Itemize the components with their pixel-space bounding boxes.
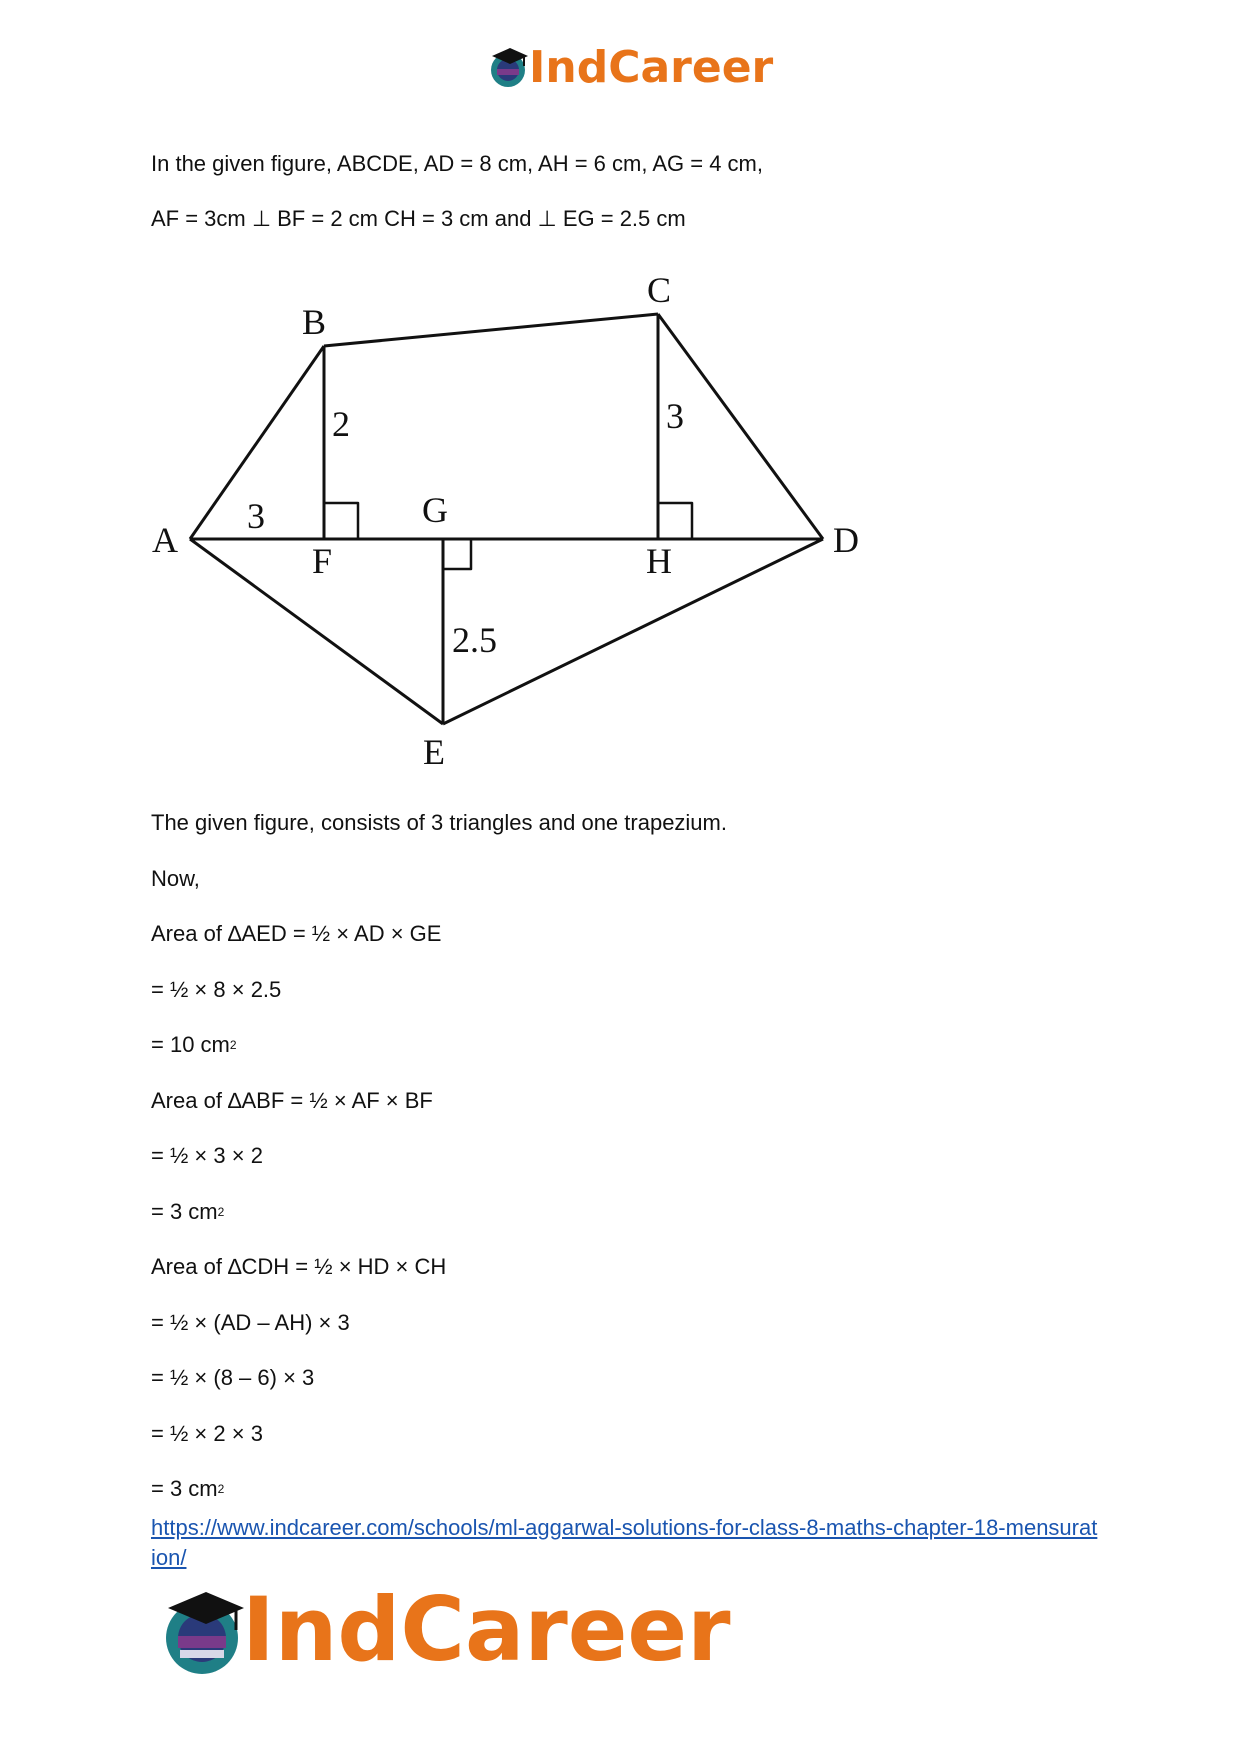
label-e: E [423, 732, 445, 772]
label-g: G [422, 490, 448, 530]
source-link[interactable]: https://www.indcareer.com/schools/ml-aggarwal-solutions-for-class-8-maths-chapter-18-mensuration/ [151, 1515, 1098, 1570]
label-b: B [302, 302, 327, 342]
footer-logo-text: IndCareer [242, 1578, 731, 1681]
abf-result: = 3 $cm^2$ [151, 1199, 225, 1224]
aed-step-1: = ½ × 8 × 2.5 [151, 977, 282, 1002]
solution-intro: The given figure, consists of 3 triangles and one trapezium. [151, 810, 727, 835]
pentagon-figure [140, 262, 880, 772]
right-angle-g [443, 539, 471, 569]
label-h: H [646, 541, 672, 581]
label-d: D [833, 520, 859, 560]
measure-ch: 3 [666, 396, 684, 436]
aed-title: Area of ∆AED = ½ × AD × GE [151, 921, 442, 946]
cdh-step-3: = ½ × 2 × 3 [151, 1421, 263, 1446]
measure-af: 3 [247, 496, 265, 536]
cdh-step-2: = ½ × (8 – 6) × 3 [151, 1365, 315, 1390]
right-angle-h [658, 503, 692, 539]
line-de [443, 539, 823, 724]
line-bc [324, 314, 658, 346]
label-c: C [647, 270, 672, 310]
abf-step-1: = ½ × 3 × 2 [151, 1143, 263, 1168]
header-logo-text: IndCareer [529, 42, 774, 93]
aed-result: = 10 $cm^2$ [151, 1032, 237, 1057]
label-f: F [312, 541, 333, 581]
abf-title: Area of ∆ABF = ½ × AF × BF [151, 1088, 433, 1113]
cdh-title: Area of ∆CDH = ½ × HD × CH [151, 1254, 447, 1279]
footer-logo [162, 1578, 731, 1681]
problem-line-2: AF = 3cm ⊥ BF = 2 cm CH = 3 cm and ⊥ EG = 2.5 cm [151, 206, 686, 231]
problem-line-1: In the given figure, ABCDE, AD = 8 cm, AH = 6 cm, AG = 4 cm, [151, 151, 763, 176]
solution-now: Now, [151, 866, 200, 891]
measure-bf: 2 [332, 404, 350, 444]
header-logo [488, 40, 774, 96]
cdh-result: = 3 $cm^2$ [151, 1476, 225, 1501]
label-a: A [152, 520, 178, 560]
graduation-globe-icon [162, 1580, 246, 1680]
cdh-step-1: = ½ × (AD – AH) × 3 [151, 1310, 350, 1335]
measure-eg: 2.5 [452, 620, 497, 660]
right-angle-f [324, 503, 358, 539]
graduation-globe-icon [488, 40, 530, 96]
